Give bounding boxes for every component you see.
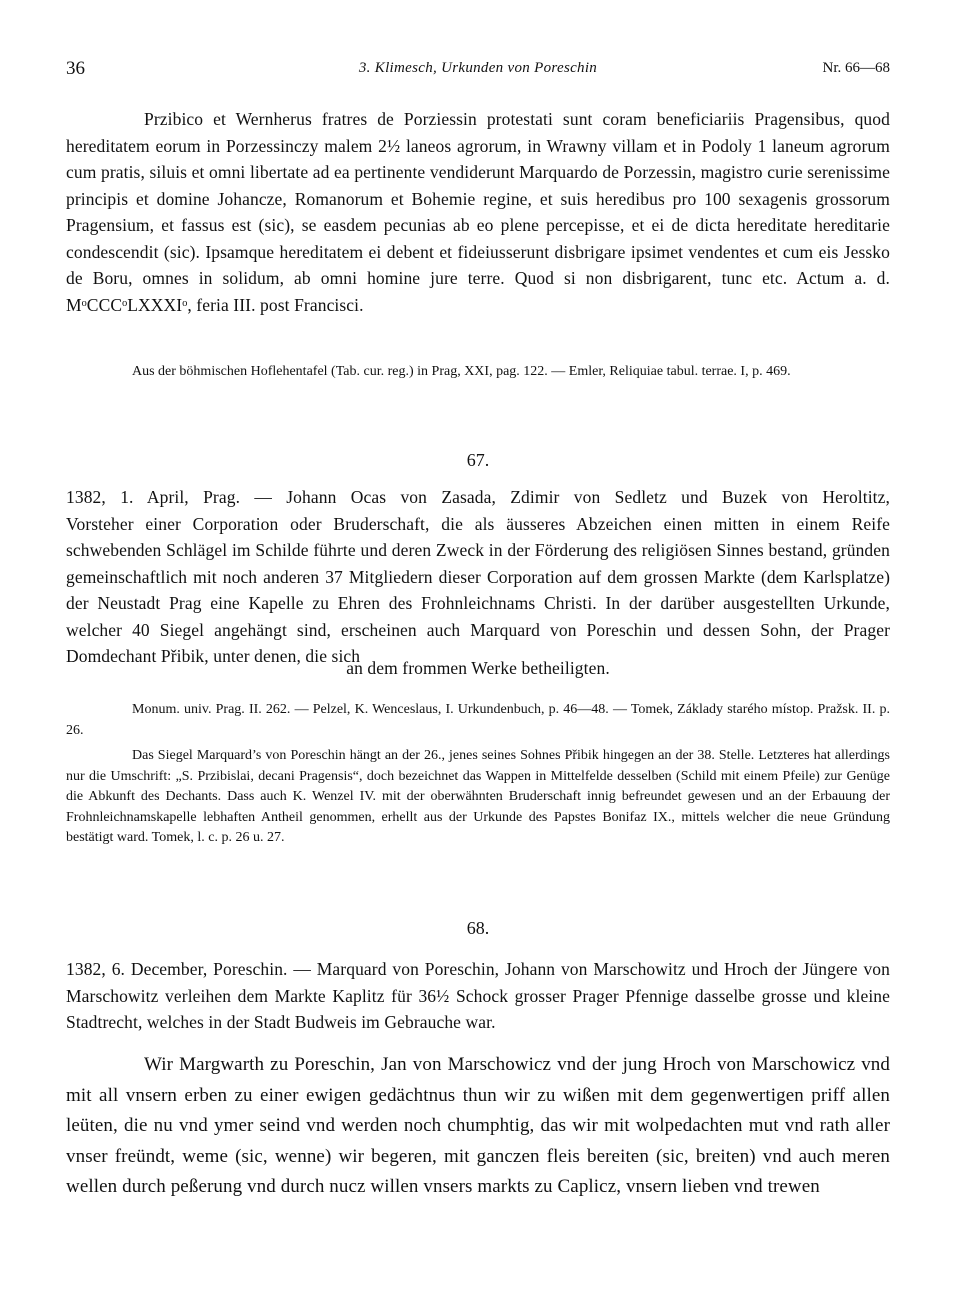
doc66-body: Przibico et Wernherus fratres de Porziessin protestati sunt coram beneficiariis Pragensibus, quod hereditatem eorum in Porzessinczy malem 2½ laneos agrorum, in Wrawny villam et in Podoly 1 laneum agrorum cum pratis, siluis et omni libertate ad ea pertinente vendiderunt Marquardo de Porzessin, magistro curie serenissime principis et domine Johancze, Romanorum et Bohemie regine, et suis heredibus pro 100 sexagenis grossorum Pragensium, et fassus est (sic), se easdem pecunias ab eo plene percepisse, et ei de dicta hereditate hereditarie condescendit (sic). Ipsamque hereditatem ei debent et fideiusserunt disbrigare ipsimet vendentes et cum eis Jessko de Boru, omnes in solidum, ab omni homine jure terre. Quod si non disbrigarent, tunc etc. Actum a. d. MᵒCCCᵒLXXXIᵒ, feria III. post Francisci. [66,109,890,315]
doc68-text: Wir Margwarth zu Poreschin, Jan von Marschowicz vnd der jung Hroch von Marschowicz vnd mit all vnsern erben zu einer ewigen gedächtnus thun wir zu wißen mit dem gegenwertigen priff allen leüten, die nu vnd ymer seind vnd werden noch chumphtig, das wir mit wolpedachten mut vnd rath aller vnser freündt, weme (sic, wenne) wir begeren, mit ganczen fleis bereiten (sic, breiten) vnd auch meren wellen durch peßerung vnd durch nucz willen vnsers markts zu Caplicz, vnsern lieben vnd trewen [66,1054,890,1197]
document-range: Nr. 66—68 [822,60,890,76]
doc67-summary-first-line: 1382, 1. April, Prag. — Johann Ocas von Zasada, Zdimir von Sedletz und Buzek von Heroltitz, [66,487,890,507]
doc68-number: 68. [466,918,490,938]
doc67-source: Monum. univ. Prag. II. 262. — Pelzel, K. Wenceslaus, I. Urkundenbuch, p. 46—48. — Tomek, Základy starého místop. Pražsk. II. p. 26. [66,702,890,738]
doc68-summary: 1382, 6. December, Poreschin. — Marquard von Poreschin, Johann von Marschowitz und Hroch der Jüngere von Marschowitz verleihen dem Markte Kaplitz für 36½ Schock grosser Prager Pfennige dasselbe grosse und kleine Stadtrecht, welches in der Stadt Budweis im Gebrauche war. [66,959,890,1032]
page-number: 36 [66,58,85,79]
page-header [66,58,890,82]
doc67-summary-last-line: an dem frommen Werke betheiligten. [346,658,610,678]
doc67-number: 67. [466,450,490,470]
running-title: 3. Klimesch, Urkunden von Poreschin [358,60,598,76]
doc67-note: Das Siegel Marquard’s von Poreschin hängt an der 26., jenes seines Sohnes Přibik hingegen an der 38. Stelle. Letzteres hat allerdings nur die Umschrift: „S. Przibislai, decani Pragensis“, doch bezeichnet das Wappen in Mittelfelde desselben (Schild mit einem Pfeile) zur Genüge die Abkunft des Dechants. Dass auch K. Wenzel IV. mit der oberwähnten Bruderschaft innig befreundet gewesen und an der Erbauung der Frohnleichnamskapelle lebhaften Antheil genommen, erhellt aus der Urkunde des Papstes Bonifaz IX., mittels welcher die neue Gründung bestätigt ward. Tomek, l. c. p. 26 u. 27. [66,748,890,845]
doc66-source: Aus der böhmischen Hoflehentafel (Tab. cur. reg.) in Prag, XXI, pag. 122. — Emler, Reliquiae tabul. terrae. I, p. 469. [132,364,791,379]
doc67-summary: Vorsteher einer Corporation oder Bruderschaft, die als äusseres Abzeichen einen mitten in einem Reife schwebenden Schlägel im Schilde führte und deren Zweck in der Förderung des religiösen Sinnes bestand, gründen gemeinschaftlich mit noch anderen 37 Mitgliedern dieser Corporation auf dem grossen Markte (dem Karlsplatze) der Neustadt Prag eine Kapelle zu Ehren des Frohnleichnams Christi. In der darüber ausgestellten Urkunde, welcher 40 Siegel angehängt sind, erscheinen auch Marquard von Poreschin und dessen Sohn, der Prager Domdechant Přibik, unter denen, die sich [66,513,890,666]
